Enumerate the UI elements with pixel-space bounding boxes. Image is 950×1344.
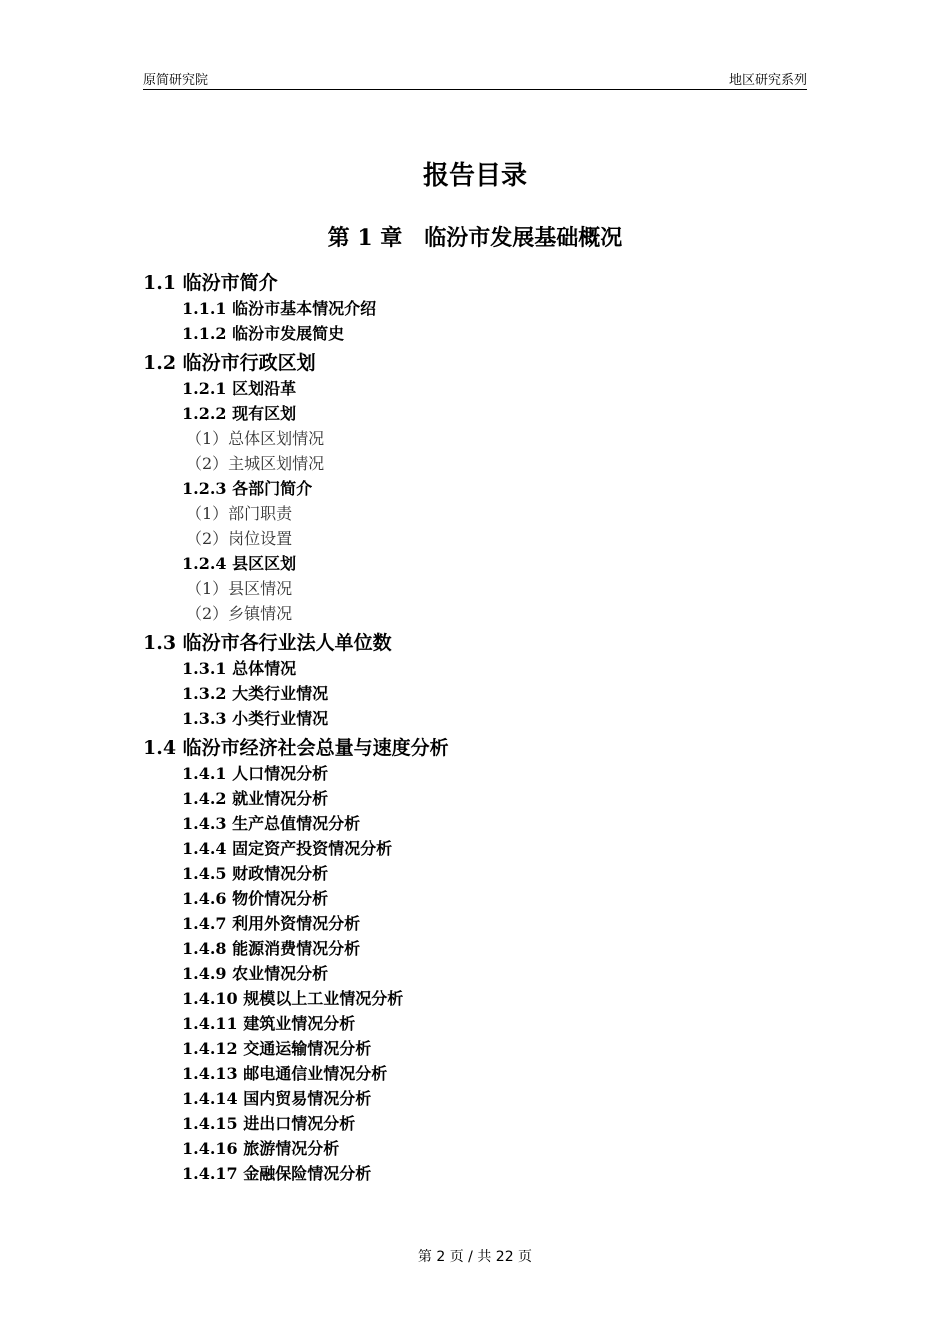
toc-entry-level-2[interactable]: 1.2.2 现有区划 [182,404,297,423]
chapter-heading: 第 1 章 临汾市发展基础概况 [327,225,623,251]
toc-entry-level-2[interactable]: 1.4.14 国内贸易情况分析 [182,1089,372,1108]
document-title: 报告目录 [422,161,527,191]
toc-entry-level-2[interactable]: 1.4.13 邮电通信业情况分析 [182,1064,388,1083]
header-series-name: 地区研究系列 [728,73,807,88]
toc-entry-level-2[interactable]: 1.2.4 县区区划 [182,554,297,573]
toc-entry-level-3[interactable]: （1）县区情况 [186,579,293,598]
toc-entry-level-2[interactable]: 1.4.15 进出口情况分析 [182,1114,356,1133]
toc-entry-level-2[interactable]: 1.4.1 人口情况分析 [182,764,329,783]
table-of-contents [143,266,823,1186]
toc-entry-level-2[interactable]: 1.1.2 临汾市发展简史 [182,324,345,343]
toc-entry-level-2[interactable]: 1.4.5 财政情况分析 [182,864,329,883]
toc-entry-level-2[interactable]: 1.3.3 小类行业情况 [182,709,329,728]
toc-entry-level-2[interactable]: 1.4.11 建筑业情况分析 [182,1014,356,1033]
header-org-name: 原简研究院 [143,73,209,88]
toc-entry-level-2[interactable]: 1.4.16 旅游情况分析 [182,1139,340,1158]
toc-entry-level-2[interactable]: 1.4.6 物价情况分析 [182,889,329,908]
toc-entry-level-2[interactable]: 1.2.3 各部门简介 [182,479,313,498]
toc-entry-level-3[interactable]: （1）总体区划情况 [186,429,325,448]
toc-entry-level-2[interactable]: 1.4.8 能源消费情况分析 [182,939,361,958]
page-header [143,68,807,90]
toc-entry-level-1[interactable]: 1.2 临汾市行政区划 [143,352,316,374]
toc-entry-level-2[interactable]: 1.1.1 临汾市基本情况介绍 [182,299,377,318]
toc-entry-level-2[interactable]: 1.2.1 区划沿革 [182,379,297,398]
toc-entry-level-2[interactable]: 1.4.2 就业情况分析 [182,789,329,808]
toc-entry-level-2[interactable]: 1.4.7 利用外资情况分析 [182,914,361,933]
toc-entry-level-3[interactable]: （1）部门职责 [186,504,293,523]
toc-entry-level-1[interactable]: 1.1 临汾市简介 [143,272,278,294]
toc-entry-level-2[interactable]: 1.4.4 固定资产投资情况分析 [182,839,393,858]
toc-entry-level-3[interactable]: （2）岗位设置 [186,529,293,548]
toc-entry-level-1[interactable]: 1.3 临汾市各行业法人单位数 [143,632,392,654]
toc-entry-level-3[interactable]: （2）主城区划情况 [186,454,325,473]
toc-entry-level-2[interactable]: 1.4.3 生产总值情况分析 [182,814,361,833]
toc-entry-level-2[interactable]: 1.3.1 总体情况 [182,659,297,678]
toc-entry-level-2[interactable]: 1.4.10 规模以上工业情况分析 [182,989,404,1008]
toc-entry-level-2[interactable]: 1.3.2 大类行业情况 [182,684,329,703]
page-number-footer: 第 2 页 / 共 22 页 [417,1249,533,1265]
toc-entry-level-3[interactable]: （2）乡镇情况 [186,604,293,623]
toc-entry-level-2[interactable]: 1.4.12 交通运输情况分析 [182,1039,372,1058]
toc-entry-level-1[interactable]: 1.4 临汾市经济社会总量与速度分析 [143,737,449,759]
toc-entry-level-2[interactable]: 1.4.9 农业情况分析 [182,964,329,983]
toc-entry-level-2[interactable]: 1.4.17 金融保险情况分析 [182,1164,372,1183]
